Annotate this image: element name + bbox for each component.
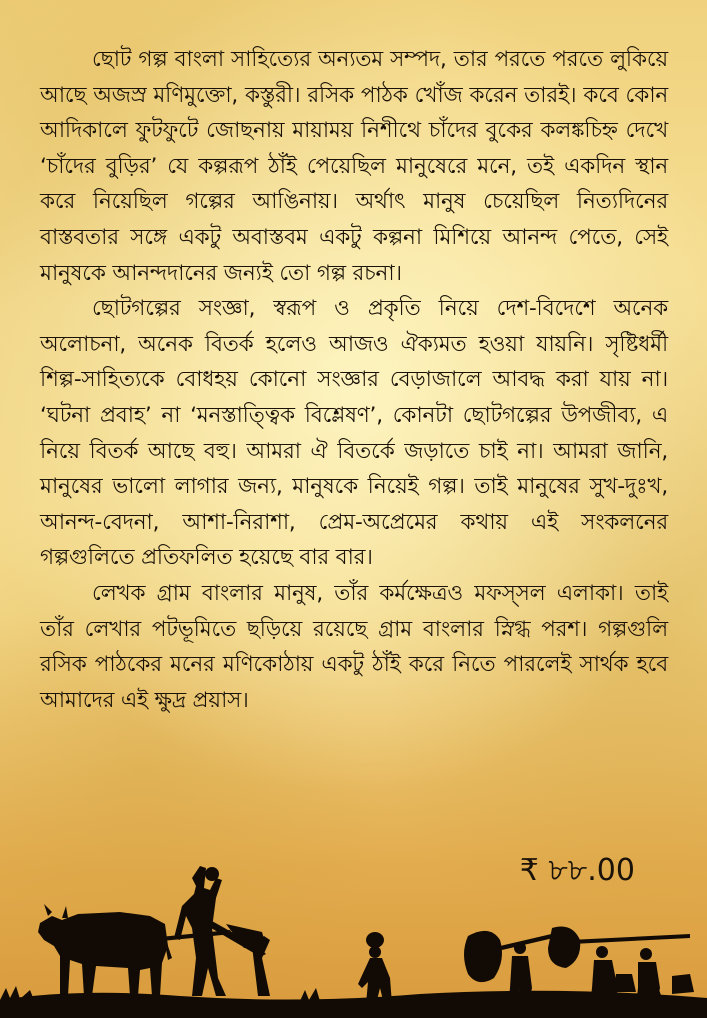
farmer-plough-silhouette	[150, 866, 270, 996]
blurb-paragraph: ছোট গল্প বাংলা সাহিত্যের অন্যতম সম্পদ, তার পরতে পরতে লুকিয়ে আছে অজস্র মণিমুক্তো, কস্তুরী। রসিক পাঠক খোঁজ করেন তারই। কবে কোন আদিকালে ফুটফুটে জোছনায় মায়াময় নিশীথে চাঁদের বুকের কলঙ্কচিহ্ন দেখে ‘চাঁদের বুড়ির’ যে কল্পরূপ ঠাঁই পেয়েছিল মানুষেরে মনে, তই একদিন স্থান করে নিয়েছিল গল্পের আঙিনায়। অর্থাৎ মানুষ চেয়েছিল নিত্যদিনের বাস্তবতার সঙ্গে একটু অবাস্তবম একটু কল্পনা মিশিয়ে আনন্দ পেতে, সেই মানুষকে আনন্দদানের জন্যই তো গল্প রচনা।	[40, 47, 668, 286]
back-cover-blurb	[40, 42, 668, 718]
village-silhouette-illustration	[0, 828, 707, 1018]
ox-silhouette	[38, 904, 172, 996]
blurb-paragraph: লেখক গ্রাম বাংলার মানুষ, তাঁর কর্মক্ষেত্রও মফস্সল এলাকা। তাই তাঁর লেখার পটভূমিতে ছড়িয়ে রয়েছে গ্রাম বাংলার স্নিগ্ধ পরশ। গল্পগুলি রসিক পাঠকের মনের মণিকোঠায় একটু ঠাঁই করে নিতে পারলেই সার্থক হবে আমাদের এই ক্ষুদ্র প্রয়াস।	[40, 580, 668, 713]
price-label: ₹ ৮৮.00	[519, 853, 635, 888]
blurb-paragraph: ছোটগল্পের সংজ্ঞা, স্বরূপ ও প্রকৃতি নিয়ে দেশ-বিদেশে অনেক অলোচনা, অনেক বিতর্ক হলেও আজও ঐক্যমত হওয়া যায়নি। সৃষ্টিধর্মী শিল্প-সাহিত্যকে বোধহয় কোনো সংজ্ঞার বেড়াজালে আবদ্ধ করা যায় না। ‘ঘটনা প্রবাহ’ না ‘মনস্তাত্ত্বিক বিশ্লেষণ’, কোনটা ছোটগল্পের উপজীব্য, এ নিয়ে বিতর্ক আছে বহু। আমরা ঐ বিতর্কে জড়াতে চাই না। আমরা জানি, মানুষের ভালো লাগার জন্য, মানুষকে নিয়েই গল্প। তাই মানুষের সুখ-দুঃখ, আনন্দ-বেদনা, আশা-নিরাশা, প্রেম-অপ্রেমের কথায় এই সংকলনের গল্পগুলিতে প্রতিফলিত হয়েছে বার বার।	[40, 296, 668, 571]
woman-with-pot-silhouette	[358, 932, 392, 1004]
